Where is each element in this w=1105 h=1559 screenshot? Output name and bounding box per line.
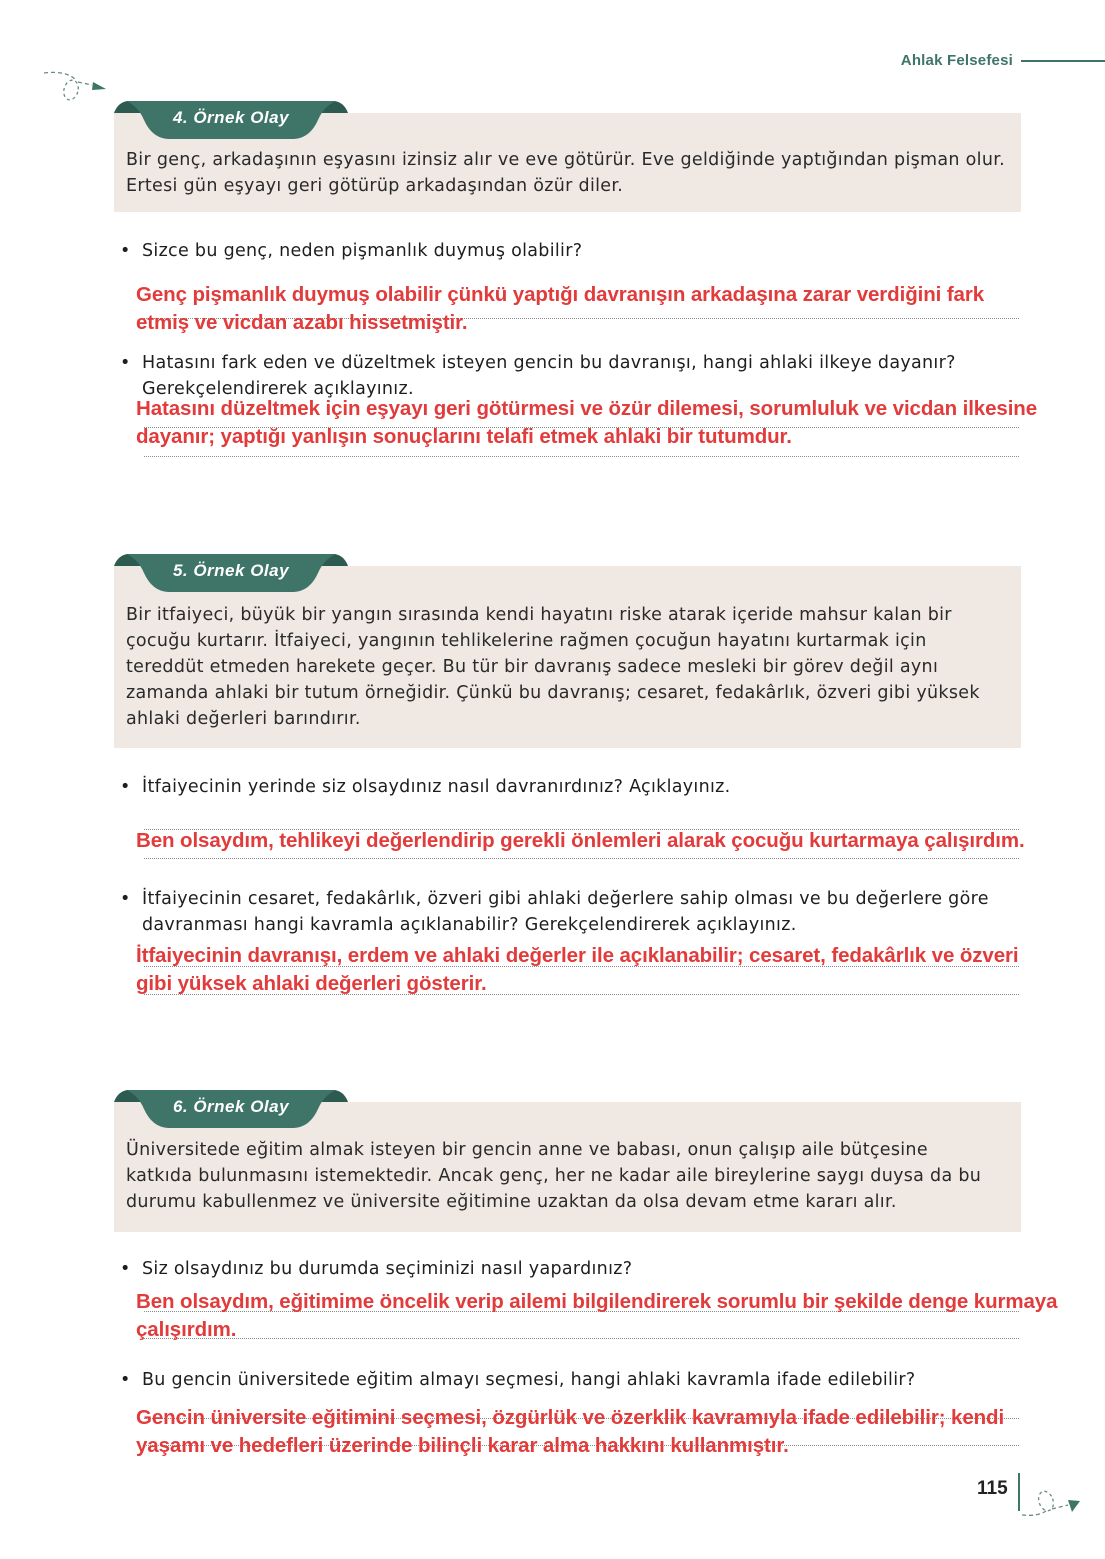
case-box-5	[114, 566, 1021, 748]
case-text-4: Bir genç, arkadaşının eşyasını izinsiz alır ve eve götürür. Eve geldiğinde yaptığından pişman olur. Ertesi gün eşyayı geri götürüp arkadaşından özür diler.	[126, 150, 1005, 196]
page-number: 115	[977, 1478, 1008, 1499]
question-6-2: • Bu gencin üniversitede eğitim almayı seçmesi, hangi ahlaki kavramla ifade edilebilir?	[120, 1367, 1020, 1393]
case-text-6: Üniversitede eğitim almak isteyen bir gencin anne ve babası, onun çalışıp aile bütçesine katkıda bulunmasını istemektedir. Ancak genç, her ne kadar aile bireylerine saygı duysa da bu durumu kabullenmez ve üniversite eğitimine uzaktan da olsa devam etme kararı alır.	[126, 1140, 982, 1212]
answer-line	[144, 858, 1019, 859]
case-ribbon-5	[114, 553, 348, 593]
bullet-icon: •	[120, 1259, 131, 1279]
answer-6-2[interactable]: Gencin üniversite eğitimini seçmesi, özgürlük ve özerklik kavramıyla ifade edilebilir; kendi yaşamı ve hedefleri üzerinde bilinçli karar alma hakkını kullanmıştır.	[136, 1406, 1005, 1457]
case-label-4: 4. Örnek Olay	[172, 108, 290, 127]
answer-4-1[interactable]: Genç pişmanlık duymuş olabilir çünkü yaptığı davranışın arkadaşına zarar verdiğini fark etmiş ve vicdan azabı hissetmiştir.	[136, 283, 985, 334]
case-label-6: 6. Örnek Olay	[172, 1097, 290, 1116]
question-4-2: • Hatasını fark eden ve düzeltmek isteyen gencin bu davranışı, hangi ahlaki ilkeye dayanır? Gerekçelendirerek açıklayınız.	[120, 350, 1000, 402]
bullet-icon: •	[120, 241, 131, 261]
question-6-1: • Siz olsaydınız bu durumda seçiminizi nasıl yapardınız?	[120, 1256, 1020, 1282]
dashed-arrow-icon	[40, 68, 110, 108]
answer-5-2[interactable]: İtfaiyecinin davranışı, erdem ve ahlaki değerler ile açıklanabilir; cesaret, fedakârlık ve özveri gibi yüksek ahlaki değerleri gösterir.	[136, 944, 1019, 995]
case-text-5: Bir itfaiyeci, büyük bir yangın sırasında kendi hayatını riske atarak içeride mahsur kalan bir çocuğu kurtarır. İtfaiyeci, yangının tehlikelerine rağmen çocuğun hayatını kurtarmak için tereddüt etmeden harekete geçer. Bu tür bir davranış sadece mesleki bir görev değil aynı zamanda ahlaki bir tutum örneğidir. Çünkü bu davranış; cesaret, fedakârlık, özveri gibi yüksek ahlaki değerleri barındırır.	[126, 605, 980, 729]
bullet-icon: •	[120, 353, 131, 373]
answer-6-1[interactable]: Ben olsaydım, eğitimime öncelik verip ailemi bilgilendirerek sorumlu bir şekilde denge kurmaya çalışırdım.	[136, 1290, 1058, 1341]
dashed-arrow-icon	[1018, 1485, 1100, 1525]
bullet-icon: •	[120, 1370, 131, 1390]
case-ribbon-4	[114, 100, 348, 140]
question-5-1: • İtfaiyecinin yerinde siz olsaydınız nasıl davranırdınız? Açıklayınız.	[120, 774, 1020, 800]
case-label-5: 5. Örnek Olay	[172, 561, 290, 580]
bullet-icon: •	[120, 777, 131, 797]
case-ribbon-6	[114, 1089, 348, 1129]
question-5-2: • İtfaiyecinin cesaret, fedakârlık, özveri gibi ahlaki değerlere sahip olması ve bu değerlere göre davranması hangi kavramla açıklanabilir? Gerekçelendirerek açıklayınız.	[120, 886, 1020, 938]
question-4-1: • Sizce bu genç, neden pişmanlık duymuş olabilir?	[120, 238, 1020, 264]
answer-line	[144, 456, 1019, 457]
header-rule	[1021, 60, 1105, 62]
bullet-icon: •	[120, 889, 131, 909]
chapter-title: Ahlak Felsefesi	[900, 52, 1013, 69]
answer-4-2[interactable]: Hatasını düzeltmek için eşyayı geri götürmesi ve özür dilemesi, sorumluluk ve vicdan ilkesine dayanır; yaptığı yanlışın sonuçlarını telafi etmek ahlaki bir tutumdur.	[136, 397, 1038, 448]
answer-5-1[interactable]: Ben olsaydım, tehlikeyi değerlendirip gerekli önlemleri alarak çocuğu kurtarmaya çalışırdım.	[136, 829, 1025, 852]
page-header	[901, 52, 1105, 69]
